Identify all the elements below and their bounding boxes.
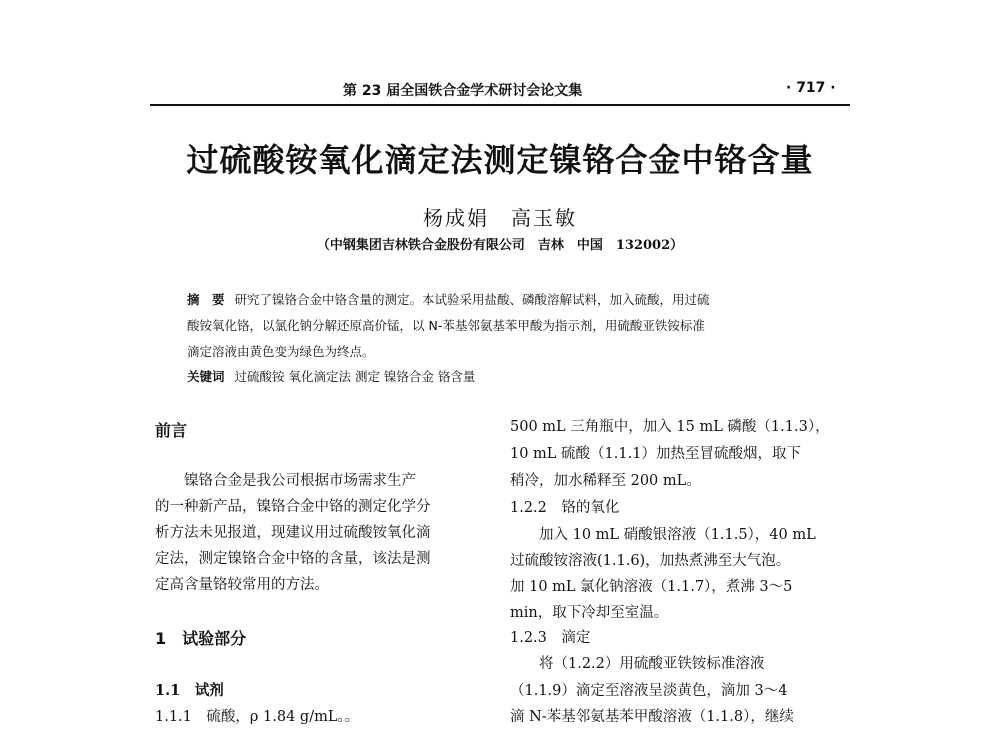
body-line: 稍冷，加水稀释至 200 mL。: [510, 473, 701, 489]
body-line: 加 10 mL 氯化钠溶液（1.1.7），煮沸 3～5: [510, 579, 793, 595]
authors: 杨成娟 高玉敏: [423, 206, 577, 230]
body-line: 1.1.1 硫酸，ρ 1.84 g/mL。。: [155, 709, 360, 725]
affiliation: （中钢集团吉林铁合金股份有限公司 吉林 中国 132002）: [316, 238, 684, 253]
subsection-heading: 1.2.3 滴定: [510, 630, 591, 646]
abstract-line: 酸铵氧化铬，以氯化钠分解还原高价锰，以 N-苯基邻氨基苯甲酸为指示剂，用硫酸亚铁铵标准: [187, 318, 705, 333]
body-line: 析方法未见报道，现建议用过硫酸铵氧化滴: [155, 525, 431, 541]
body-line: 过硫酸铵溶液(1.1.6)，加热煮沸至大气泡。: [510, 553, 791, 569]
body-line: （1.1.9）滴定至溶液呈淡黄色，滴加 3～4: [510, 683, 788, 699]
body-line: 的一种新产品，镍铬合金中铬的测定化学分: [155, 499, 431, 515]
header-rule: [150, 104, 850, 106]
paper-title: 过硫酸铵氧化滴定法测定镍铬合金中铬含量: [186, 141, 814, 179]
page-number: · 717 ·: [786, 80, 836, 96]
section-heading: 1 试验部分: [155, 629, 247, 648]
body-line: 将（1.2.2）用硫酸亚铁铵标准溶液: [510, 656, 765, 672]
body-line: 加入 10 mL 硝酸银溶液（1.1.5），40 mL: [510, 527, 816, 543]
abstract-line: 滴定溶液由黄色变为绿色为终点。: [187, 344, 375, 359]
abstract-line: 研究了镍铬合金中铬含量的测定。本试验采用盐酸、磷酸溶解试料，加入硫酸，用过硫: [234, 292, 710, 307]
body-line: 滴 N-苯基邻氨基苯甲酸溶液（1.1.8），继续: [510, 709, 794, 725]
body-line: 10 mL 硫酸（1.1.1）加热至冒硫酸烟，取下: [510, 446, 801, 462]
body-line: 500 mL 三角瓶中，加入 15 mL 磷酸（1.1.3），: [510, 419, 830, 435]
body-line: 镍铬合金是我公司根据市场需求生产: [155, 473, 416, 489]
body-line: 定法，测定镍铬合金中铬的含量，该法是测: [155, 551, 431, 567]
body-line: 定高含量铬较常用的方法。: [155, 577, 329, 593]
running-header-journal: 第 23 届全国铁合金学术研讨会论文集: [343, 83, 583, 99]
subsection-heading: 1.2.2 铬的氧化: [510, 500, 620, 516]
keywords: 过硫酸铵 氧化滴定法 测定 镍铬合金 铬含量: [234, 369, 476, 384]
body-line: min，取下冷却至室温。: [510, 605, 669, 621]
keywords-label: 关键词: [187, 369, 225, 384]
abstract-label: 摘 要: [187, 292, 225, 307]
preface-heading: 前言: [155, 421, 188, 440]
subsection-heading: 1.1 试剂: [155, 682, 224, 699]
